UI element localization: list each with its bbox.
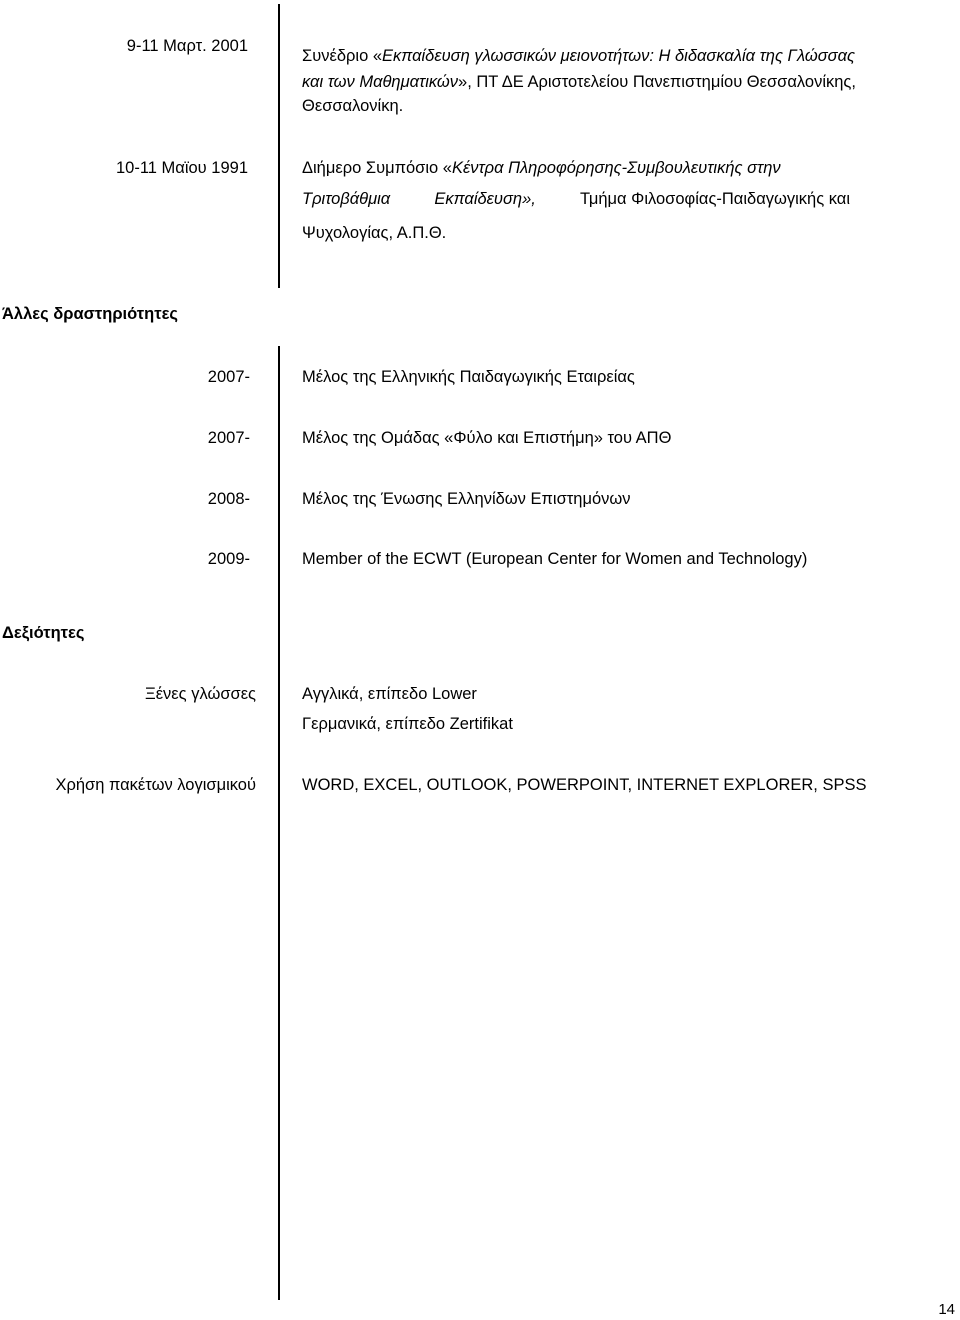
conference-line: Διήμερο Συμπόσιο «Κέντρα Πληροφόρησης-Συμβουλευτικής στην bbox=[302, 159, 781, 177]
conference-line: Θεσσαλονίκη. bbox=[302, 97, 404, 115]
conference-date: 10-11 Μαϊου 1991 bbox=[116, 159, 248, 177]
page-number: 14 bbox=[938, 1301, 955, 1318]
section-heading: Δεξιότητες bbox=[2, 624, 85, 642]
activity-text: Member of the ECWT (European Center for Women and Technology) bbox=[302, 550, 808, 568]
activity-text: Μέλος της Ομάδας «Φύλο και Επιστήμη» του ΑΠΘ bbox=[302, 429, 672, 447]
conference-date: 9-11 Μαρτ. 2001 bbox=[126, 37, 248, 55]
skill-label: Χρήση πακέτων λογισμικού bbox=[55, 776, 256, 794]
skill-value: WORD, EXCEL, OUTLOOK, POWERPOINT, INTERNET EXPLORER, SPSS bbox=[302, 776, 867, 794]
activity-year: 2008- bbox=[207, 490, 250, 508]
activity-year: 2007- bbox=[207, 368, 250, 386]
skill-value: Γερμανικά, επίπεδο Zertifikat bbox=[302, 715, 513, 733]
activity-text: Μέλος της Ένωσης Ελληνίδων Επιστημόνων bbox=[302, 490, 631, 508]
column-divider-bottom bbox=[278, 346, 280, 1300]
skill-value: Αγγλικά, επίπεδο Lower bbox=[302, 685, 477, 703]
conference-line: Συνέδριο «Εκπαίδευση γλωσσικών μειονοτήτων: Η διδασκαλία της Γλώσσας bbox=[302, 47, 856, 65]
column-divider-top bbox=[278, 4, 280, 288]
activity-text: Μέλος της Ελληνικής Παιδαγωγικής Εταιρείας bbox=[302, 368, 635, 386]
activity-year: 2009- bbox=[207, 550, 250, 568]
conference-line: Τριτοβάθμια Εκπαίδευση», Τμήμα Φιλοσοφίας-Παιδαγωγικής και bbox=[302, 190, 850, 208]
conference-line: Ψυχολογίας, Α.Π.Θ. bbox=[302, 224, 447, 242]
conference-line: και των Μαθηματικών», ΠΤ ΔΕ Αριστοτελείου Πανεπιστημίου Θεσσαλονίκης, bbox=[302, 73, 856, 91]
section-heading: Άλλες δραστηριότητες bbox=[2, 305, 178, 323]
activity-year: 2007- bbox=[207, 429, 250, 447]
skill-label: Ξένες γλώσσες bbox=[144, 685, 256, 703]
